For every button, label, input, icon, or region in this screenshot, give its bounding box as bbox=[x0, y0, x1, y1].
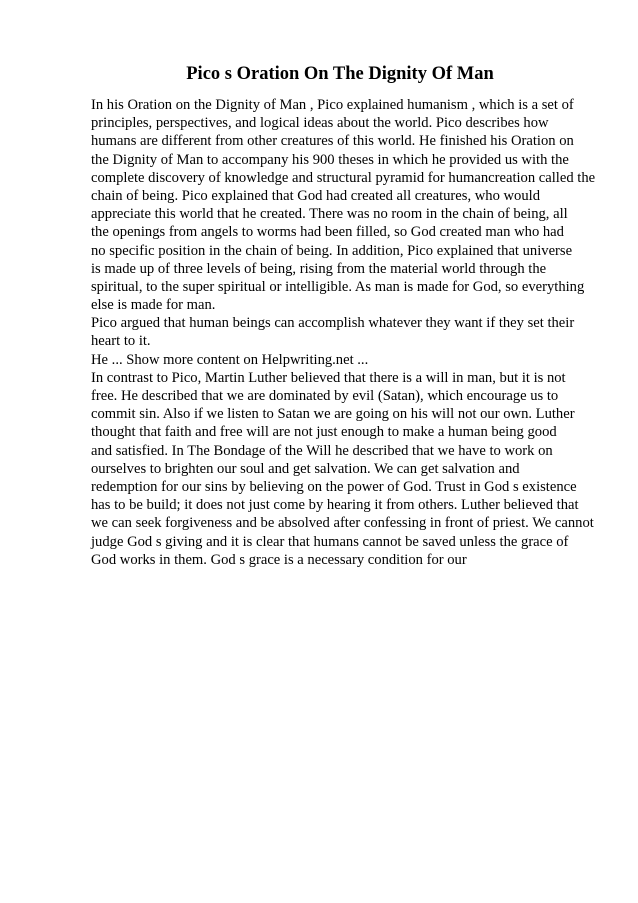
text-line: judge God s giving and it is clear that humans cannot be saved unless the grace of bbox=[91, 533, 569, 550]
text-line: has to be build; it does not just come by hearing it from others. Luther believed that bbox=[91, 497, 579, 514]
text-line: chain of being. Pico explained that God had created all creatures, who would bbox=[91, 187, 541, 204]
text-line: complete discovery of knowledge and structural pyramid for humancreation called the bbox=[91, 169, 596, 186]
text-line: and satisfied. In The Bondage of the Will he described that we have to work on bbox=[91, 442, 553, 459]
text-line: spiritual, to the super spiritual or intelligible. As man is made for God, so everything bbox=[91, 278, 585, 295]
text-line: ourselves to brighten our soul and get salvation. We can get salvation and bbox=[91, 460, 520, 477]
text-line: humans are different from other creatures of this world. He finished his Oration on bbox=[91, 133, 574, 150]
text-line: we can seek forgiveness and be absolved after confessing in front of priest. We cannot bbox=[91, 515, 594, 532]
text-line: redemption for our sins by believing on the power of God. Trust in God s existence bbox=[91, 478, 577, 495]
text-line: heart to it. bbox=[91, 333, 151, 350]
text-line: appreciate this world that he created. There was no room in the chain of being, all bbox=[91, 206, 568, 223]
text-line: is made up of three levels of being, rising from the material world through the bbox=[91, 260, 547, 277]
text-line: else is made for man. bbox=[91, 297, 216, 314]
text-line: principles, perspectives, and logical ideas about the world. Pico describes how bbox=[91, 115, 549, 132]
text-line: commit sin. Also if we listen to Satan we are going on his will not our own. Luther bbox=[91, 406, 575, 423]
text-line: Pico argued that human beings can accomplish whatever they want if they set their bbox=[91, 315, 575, 332]
text-line: the Dignity of Man to accompany his 900 theses in which he provided us with the bbox=[91, 151, 569, 168]
document-title: Pico s Oration On The Dignity Of Man bbox=[186, 64, 494, 84]
text-line: free. He described that we are dominated by evil (Satan), which encourage us to bbox=[91, 388, 559, 404]
document-body bbox=[91, 96, 631, 569]
text-line: no specific position in the chain of being. In addition, Pico explained that universe bbox=[91, 242, 573, 259]
text-line: In contrast to Pico, Martin Luther believed that there is a will in man, but it is not bbox=[91, 369, 566, 386]
text-line: He ... Show more content on Helpwriting.net ... bbox=[91, 351, 369, 368]
text-line: the openings from angels to worms had been filled, so God created man who had bbox=[91, 224, 564, 241]
text-line: In his Oration on the Dignity of Man , Pico explained humanism , which is a set of bbox=[91, 97, 574, 113]
text-line: God works in them. God s grace is a necessary condition for our bbox=[91, 551, 467, 568]
text-line: thought that faith and free will are not just enough to make a human being good bbox=[91, 424, 557, 441]
